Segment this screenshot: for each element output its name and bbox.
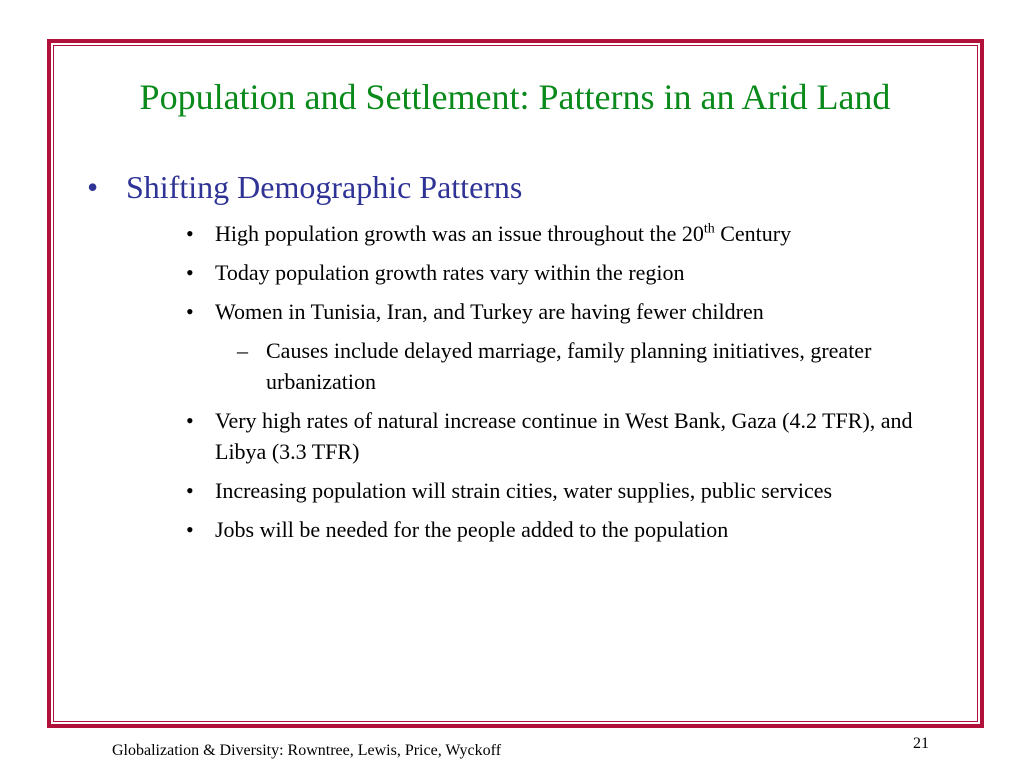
bullet-icon: • (186, 478, 194, 503)
sub-list-item (237, 335, 946, 397)
footer-source: Globalization & Diversity: Rowntree, Lewis, Price, Wyckoff (112, 742, 502, 759)
slide-title: Population and Settlement: Patterns in an Arid Land (139, 77, 891, 117)
dash-icon: – (237, 338, 248, 363)
list-item-text: Today population growth rates vary within the region (215, 260, 685, 285)
list-item (186, 218, 946, 249)
bullet-list (186, 218, 946, 553)
list-item-text-continued: Century (714, 221, 792, 246)
list-item (186, 514, 946, 545)
list-item-text: Women in Tunisia, Iran, and Turkey are having fewer children (215, 299, 764, 324)
bullet-icon: • (186, 260, 194, 285)
list-item (186, 405, 946, 467)
list-item (186, 257, 946, 288)
bullet-icon: • (186, 517, 194, 542)
bullet-icon: • (186, 221, 194, 246)
bullet-icon: • (186, 299, 194, 324)
sub-list-item-text: Causes include delayed marriage, family planning initiatives, greater urbanization (266, 338, 872, 394)
main-bullet-text: Shifting Demographic Patterns (126, 169, 523, 205)
list-item-text: Increasing population will strain cities, water supplies, public services (215, 478, 833, 503)
list-item (186, 475, 946, 506)
list-item-text: High population growth was an issue throughout the 20 (215, 221, 704, 246)
page-number: 21 (913, 735, 929, 752)
bullet-icon: • (186, 408, 194, 433)
superscript: th (703, 221, 715, 237)
list-item-text: Very high rates of natural increase continue in West Bank, Gaza (4.2 TFR), and Libya (3.3 TFR) (215, 408, 913, 464)
list-item (186, 296, 946, 327)
bullet-icon: • (87, 169, 99, 205)
list-item-text: Jobs will be needed for the people added to the population (215, 517, 729, 542)
